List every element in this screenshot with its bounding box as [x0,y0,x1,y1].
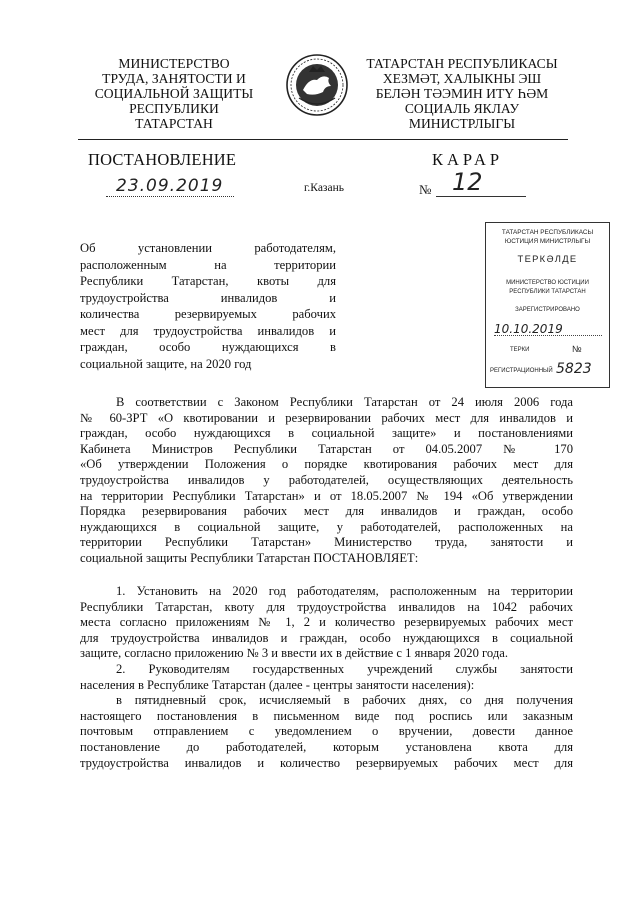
registration-stamp [485,222,610,388]
date-underline [106,196,234,197]
stamp-no-label: № [572,344,582,354]
doc-subject: Об установлении работодателям, расположенным на территории Республики Татарстан, квоты для трудоустройства инвалидов и количества резервируемых рабочих мест для трудоустройства инвалидов и граждан, особо нуждающихся в социальной защите, на 2020 год [80,241,336,371]
stamp-registered-tt: ТЕРКӘЛДЕ [517,253,578,264]
preamble-paragraph: В соответствии с Законом Республики Татарстан от 24 июля 2006 года № 60-ЗРТ «О квотировании и резервировании рабочих мест для инвалидов и граждан, особо нуждающихся в социальной защите» и постановлениями Кабинета Министров Республики Татарстан от 04.05.2007 № 170 «Об утверждении Положения о порядке квотирования рабочих мест для трудоустройства инвалидов у работодателей, осуществляющих деятельность на территории Республики Татарстан» и от 18.05.2007 № 194 «Об утверждении Порядка резервирования рабочих мест для инвалидов и граждан, особо нуждающихся в социальной защите, у работодателей, расположенных на территории Республики Татарстан» Министерство труда, занятости и социальной защиты Республики Татарстан ПОСТАНОВЛЯЕТ: [80,395,573,565]
item-2-paragraph: 2. Руководителям государственных учреждений службы занятости населения в Республике Татарстан (далее - центры занятости населения): в пятидневный срок, исчисляемый в рабочих днях, со дня получения настоящего постановления в письменном виде под роспись или заказным почтовым отправлением с уведомлением о вручении, довести данное постановление до работодателей, которым установлена квота для трудоустройства инвалидов и количество резервируемых рабочих мест для [80,662,573,770]
stamp-reg-no-label: РЕГИСТРАЦИОННЫЙ [490,368,553,374]
doc-type-tt: КАРАР [432,150,504,169]
ministry-name-tt: ТАТАРСТАН РЕСПУБЛИКАСЫ ХЕЗМӘТ, ХАЛЫКНЫ ЭШ БЕЛӘН ТӘЭМИН ИТҮ ҺӘМ СОЦИАЛЬ ЯКЛАУ МИНИСТРЛЫГЫ [366,56,558,131]
stamp-reg-no: 5823 [556,361,592,377]
tatarstan-emblem-icon [285,52,349,118]
stamp-term-label: ТЕРКИ [510,347,530,353]
header-divider [78,139,568,140]
number-underline [436,196,526,197]
stamp-org-tt: ТАТАРСТАН РЕСПУБЛИКАСЫ ЮСТИЦИЯ МИНИСТРЛЫГЫ [501,229,594,245]
stamp-date-line [494,335,602,336]
stamp-reg-date: 10.10.2019 [494,322,563,336]
doc-date: 23.09.2019 [116,176,224,196]
doc-type-ru: ПОСТАНОВЛЕНИЕ [88,150,237,169]
doc-number: 12 [452,168,483,196]
item-1-paragraph: 1. Установить на 2020 год работодателям, расположенным на территории Республики Татарстан, квоту для трудоустройства инвалидов на 1042 рабочих места согласно приложениям № 1, 2 и количество резервируемых рабочих мест для трудоустройства инвалидов и граждан, особо нуждающихся в социальной защите, согласно приложению № 3 и ввести их в действие с 1 января 2020 года. [80,584,573,661]
doc-number-label: № [419,182,432,197]
stamp-registered-ru: ЗАРЕГИСТРИРОВАНО [515,307,580,313]
ministry-name-ru: МИНИСТЕРСТВО ТРУДА, ЗАНЯТОСТИ И СОЦИАЛЬНОЙ ЗАЩИТЫ РЕСПУБЛИКИ ТАТАРСТАН [94,56,254,131]
doc-city: г.Казань [304,182,344,194]
stamp-org-ru: МИНИСТЕРСТВО ЮСТИЦИИ РЕСПУБЛИКИ ТАТАРСТАН [506,280,589,295]
